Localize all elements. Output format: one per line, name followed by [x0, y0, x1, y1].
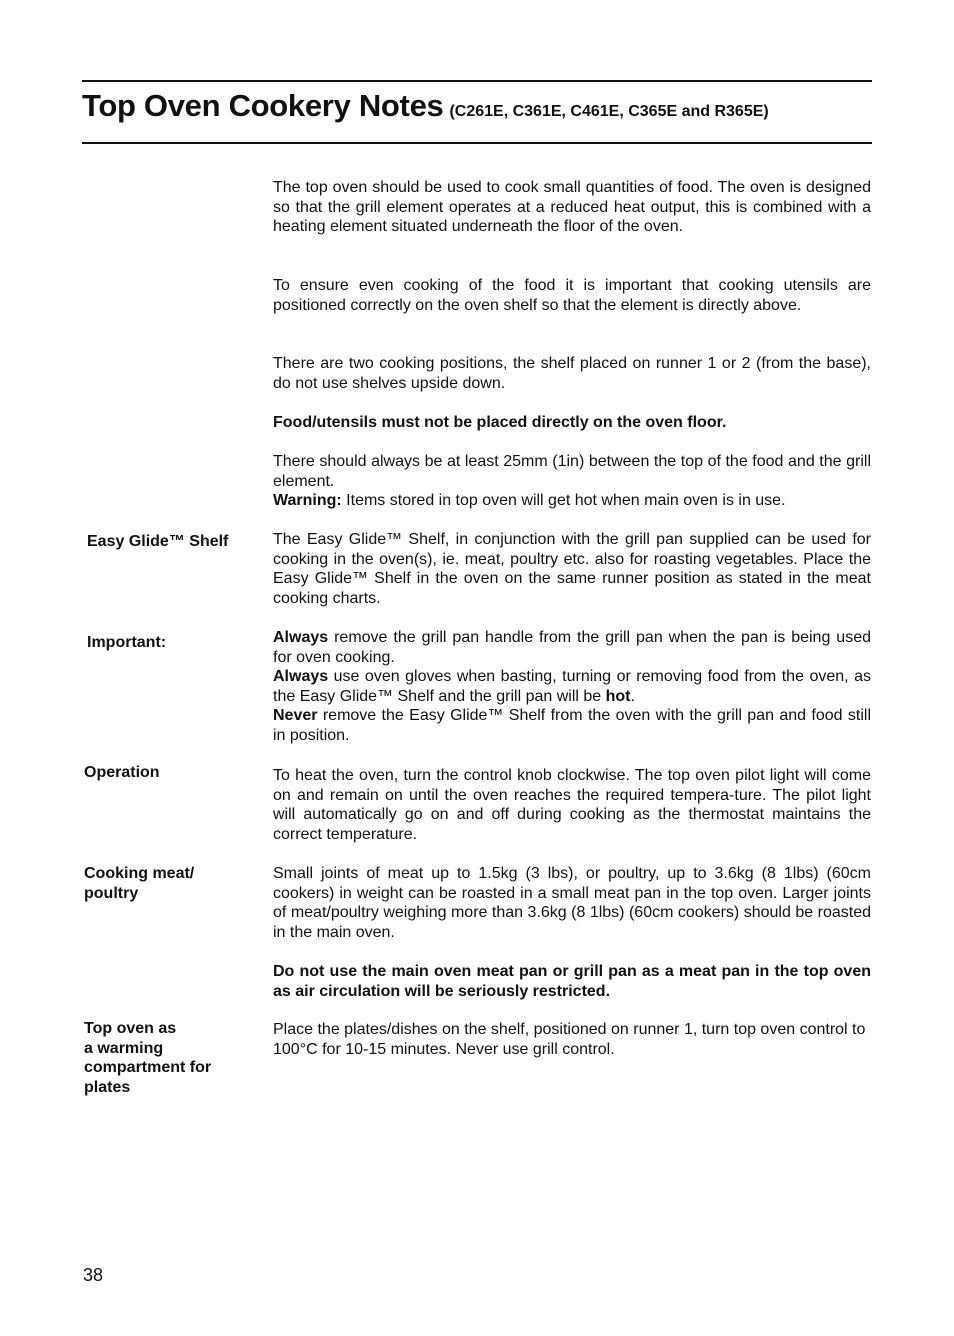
intro-paragraph-2: To ensure even cooking of the food it is important that cooking utensils are positioned correctly on the oven shelf so that the element is directly above.	[273, 277, 871, 314]
warming-heading-line-3: compartment for	[84, 1059, 212, 1077]
warming-heading-line-2: a warming	[84, 1039, 164, 1057]
hot-word: hot	[605, 687, 631, 705]
intro-paragraph-1: The top oven should be used to cook small quantities of food. The oven is designed so that the grill element operates at a reduced heat output, this is combined with a heating element situated underneath the floor of the oven.	[273, 179, 871, 236]
model-list: (C261E, C361E, C461E, C365E and R365E)	[449, 103, 769, 120]
warning-text: Items stored in top oven will get hot when main oven is in use.	[341, 492, 786, 510]
warming-heading	[84, 1019, 264, 1097]
title-text: Top Oven Cookery Notes	[82, 88, 444, 123]
meat-pan-warning: Do not use the main oven meat pan or grill pan as a meat pan in the top oven as air circulation will be seriously restricted.	[273, 963, 871, 1000]
warming-heading-line-4: plates	[84, 1078, 131, 1096]
operation-text: To heat the oven, turn the control knob clockwise. The top oven pilot light will come on and remain on until the oven reaches the required tempera-ture. The pilot light will automatically go on and off during cooking as the thermostat maintains the correct temperature.	[273, 767, 871, 843]
top-rule	[82, 80, 872, 82]
cooking-meat-heading-line-2: poultry	[84, 884, 139, 902]
page-title	[82, 88, 872, 124]
important-text	[273, 628, 871, 746]
intro-paragraph-3: There are two cooking positions, the shelf placed on runner 1 or 2 (from the base), do not use shelves upside down.	[273, 355, 871, 392]
intro-paragraph-5	[273, 452, 871, 511]
floor-warning: Food/utensils must not be placed directly on the oven floor.	[273, 414, 727, 431]
important-line-2-end: .	[630, 687, 635, 705]
easy-glide-heading: Easy Glide™ Shelf	[87, 533, 229, 550]
title-underline	[82, 142, 872, 144]
important-line-2: use oven gloves when basting, turning or removing food from the oven, as the Easy Glide™ Shelf and the grill pan will be	[273, 668, 871, 705]
page-number: 38	[83, 1265, 104, 1285]
grill-clearance-text: There should always be at least 25mm (1in) between the top of the food and the grill element.	[273, 453, 871, 490]
warning-label: Warning:	[273, 492, 342, 510]
operation-heading: Operation	[84, 764, 160, 781]
warming-heading-line-1: Top oven as	[84, 1020, 177, 1037]
cooking-meat-text: Small joints of meat up to 1.5kg (3 lbs), or poultry, up to 3.6kg (8 1lbs) (60cm cookers) in weight can be roasted in a small meat pan in the top oven. Larger joints of meat/poultry weighing more than 3.6kg (8 1lbs) (60cm cookers) should be roasted in the main oven.	[273, 865, 871, 941]
important-line-3: remove the Easy Glide™ Shelf from the oven with the grill pan and food still in position.	[273, 707, 871, 744]
cooking-meat-heading-line-1: Cooking meat/	[84, 865, 195, 882]
never-label: Never	[273, 707, 318, 725]
important-heading: Important:	[87, 634, 167, 651]
always-label-2: Always	[273, 668, 329, 686]
always-label-1: Always	[273, 629, 329, 646]
easy-glide-text: The Easy Glide™ Shelf, in conjunction with the grill pan supplied can be used for cooking in the oven(s), ie. meat, poultry etc. also for roasting vegetables. Place the Easy Glide™ Shelf in the oven on the same runner position as stated in the meat cooking charts.	[273, 531, 871, 607]
warming-text: Place the plates/dishes on the shelf, positioned on runner 1, turn top oven control to 100°C for 10-15 minutes. Never use grill control.	[273, 1021, 866, 1058]
important-line-1: remove the grill pan handle from the grill pan when the pan is being used for oven cooking.	[273, 629, 871, 666]
cooking-meat-heading	[84, 864, 264, 903]
